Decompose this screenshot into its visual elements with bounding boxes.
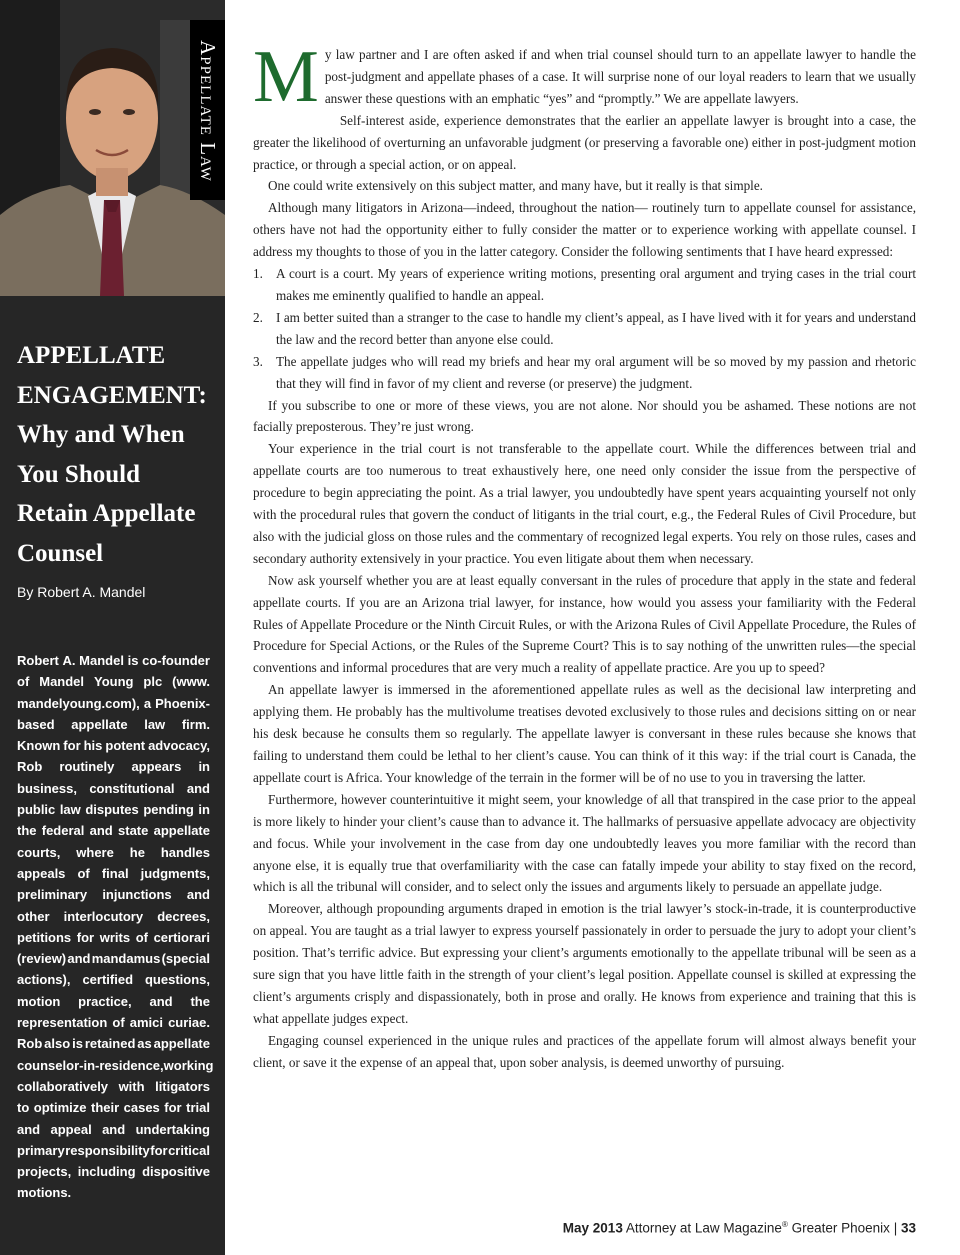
bio-line: of Mandel Young plc (www. <box>17 674 210 690</box>
article-body <box>253 36 916 1074</box>
bio-line: motion practice, and the <box>17 993 210 1009</box>
sentiments-list <box>253 263 916 394</box>
footer-magazine: Attorney at Law Magazine <box>625 1220 782 1236</box>
author-photo <box>0 0 225 296</box>
headline-line: You Should <box>17 460 140 488</box>
byline: By Robert A. Mandel <box>17 584 146 600</box>
bio-line: primary responsibility for critical <box>17 1142 210 1158</box>
bio-line: collaboratively with litigators <box>17 1078 210 1094</box>
section-label-text: Appellate Law <box>196 40 220 182</box>
bio-line: mandelyoung.com), a Phoenix- <box>17 695 210 711</box>
article-paragraph: Self-interest aside, experience demonstrates that the earlier an appellate lawyer is brought into a case, the greater the likelihood of overturning an unfavorable judgment (or preserving a favorable one) either in post-judgment motion practice, or through a special action, or on appeal. <box>253 112 916 172</box>
bio-line: to optimize their cases for trial <box>17 1100 210 1116</box>
list-item <box>253 263 916 307</box>
article-headline <box>17 336 217 573</box>
list-number: 1. <box>253 266 263 282</box>
bio-line: representation of amici curiae. <box>17 1015 210 1031</box>
article-paragraph: Moreover, although propounding arguments draped in emotion is the trial lawyer’s stock-in-trade, it is counterproductive on appeal. You are taught as a trial lawyer to express yourself passionately in order to persuade the jury to adopt your client’s position. That’s terrific advice. But expressing your client’s arguments emotionally to the appellate tribunal will be seen as a sure sign that you have little faith in the strength of your client’s legal position. Appellate counsel is skilled at expressing the client’s arguments crisply and dispassionately, both in prose and orally. He knows from experience and training that this is what appellate judges expect. <box>253 901 916 1026</box>
bio-line: motions. <box>17 1185 72 1201</box>
article-paragraph: y law partner and I are often asked if and when trial counsel should turn to an appellate lawyer to handle the post-judgment and appellate phases of a case. It will surprise none of our loyal readers to learn that we usually answer these questions with an emphatic “yes” and “promptly.” We are appellate lawyers. <box>324 47 916 106</box>
article-paragraph: An appellate lawyer is immersed in the aforementioned appellate rules as well as the decisional law interpreting and applying them. He probably has the multivolume treatises devoted exclusively to those rules and decisions sitting on or near his desk because he consults them so regularly. The appellate lawyer is conversant in these rules because she knows that failing to understand them could be lethal to her client’s cause. You can think of it this way: if the trial court is Canada, the appellate court is Africa. Your knowledge of the terrain in the former will be of no use to you in traversing the latter. <box>253 682 916 785</box>
footer-registered-mark: ® <box>781 1220 788 1229</box>
headline-line: Retain Appellate <box>17 500 196 527</box>
bio-line: appeals of final judgments, <box>17 865 210 881</box>
bio-line: other interlocutory decrees, <box>17 908 210 924</box>
bio-line: Robert A. Mandel is co-founder <box>17 653 210 668</box>
bio-line: business, constitutional and <box>17 780 210 796</box>
bio-line: Rob routinely appears in <box>17 759 210 775</box>
drop-cap: M <box>253 36 319 118</box>
bio-line: public law disputes pending in <box>17 802 210 818</box>
headline-line: APPELLATE <box>17 342 166 369</box>
list-item <box>253 351 916 395</box>
bio-line: (review) and mandamus (special <box>17 951 210 967</box>
headline-line: Counsel <box>17 539 104 567</box>
article-paragraph: Although many litigators in Arizona—indeed, throughout the nation— routinely turn to appellate counsel for assistance, others have not had the opportunity either to fully consider the matter or to experience working with appellate counsel. I address my thoughts to those of you in the latter category. Consider the following sentiments that I have heard expressed: <box>253 200 916 260</box>
article-paragraph: Now ask yourself whether you are at least equally conversant in the rules of procedure that apply in the state and federal appellate courts. If you are an Arizona trial lawyer, for instance, how would you assess your familiarity with the Federal Rules of Appellate Procedure or the Ninth Circuit Rules, or with the Arizona Rules of Civil Appellate Procedure, the Rules of Procedure for Special Actions, or the Rules of the Supreme Court? This is to say nothing of the unwritten rules—the special conventions and informal procedures that are very much a reality of appellate practice. Are you up to speed? <box>253 572 916 676</box>
list-item-text: A court is a court. My years of experience writing motions, presenting oral argument and trying cases in the trial court makes me eminently qualified to handle an appeal. <box>276 266 916 303</box>
bio-line: projects, including dispositive <box>17 1164 210 1180</box>
bio-line: actions), certified questions, <box>17 972 210 988</box>
article-paragraph: Your experience in the trial court is not transferable to the appellate court. While the differences between trial and appellate courts are too numerous to treat exhaustively here, one need only consider the issue from the perspective of procedure to begin appreciating the point. As a trial lawyer, you undoubtedly have spent years acquainting yourself not only with the procedural rules that govern the conduct of litigants in the trial court, e.g., the Federal Rules of Civil Procedure, but also with the judicial gloss on those rules and the commentary of recognized legal experts. You rely on those rules, cases and secondary authority extensively in your practice. You even litigate about them when necessary. <box>253 441 916 566</box>
list-number: 3. <box>253 353 263 369</box>
list-item-text: I am better suited than a stranger to the case to handle my client’s appeal, as I have lived with it for years and understand the law and the record better than anyone else could. <box>276 309 916 347</box>
article-paragraph: Engaging counsel experienced in the unique rules and practices of the appellate forum will almost always benefit your client, or save it the expense of an appeal that, upon sober analysis, is deemed unworthy of pursuing. <box>253 1032 916 1070</box>
bio-line: the federal and state appellate <box>17 823 210 839</box>
list-number: 2. <box>253 309 263 325</box>
bio-line: petitions for writs of certiorari <box>17 929 210 945</box>
article-paragraph: One could write extensively on this subject matter, and many have, but it really is that simple. <box>268 178 763 194</box>
list-item-text: The appellate judges who will read my briefs and hear my oral argument will be so moved by my passion and rhetoric that they will find in favor of my client and reverse (or preserve) the judgment. <box>276 353 916 391</box>
sidebar <box>0 0 225 1255</box>
section-label <box>190 20 225 200</box>
footer-date: May 2013 <box>562 1220 623 1236</box>
bio-line: counselor-in-residence, working <box>17 1057 214 1073</box>
headline-line: Why and When <box>17 421 185 448</box>
list-item <box>253 307 916 351</box>
footer-separator: | <box>893 1220 898 1236</box>
bio-line: Known for his potent advocacy, <box>17 738 210 754</box>
headline-line: ENGAGEMENT: <box>17 381 207 409</box>
page-number: 33 <box>900 1220 916 1236</box>
footer-region: Greater Phoenix <box>791 1220 890 1236</box>
bio-line: Rob also is retained as appellate <box>17 1036 210 1052</box>
bio-line: preliminary injunctions and <box>17 887 210 903</box>
bio-line: based appellate law firm. <box>17 716 210 732</box>
article-paragraph: Furthermore, however counterintuitive it might seem, your knowledge of all that transpired in the case prior to the appeal is more likely to hinder your client’s cause than to advance it. The hallmarks of persuasive appellate advocacy are objectivity and focus. While your involvement in the case from day one undoubtedly leaves you more familiar with the record than anyone else, it is equally true that overfamiliarity with the case can fatally impede your ability to stay fixed on the record, which is all the tribunal will consider, and to select only the issues and arguments likely to persuade an appellate judge. <box>253 791 916 895</box>
bio-line: courts, where he handles <box>17 844 210 860</box>
author-bio <box>17 650 214 1204</box>
page-footer <box>563 1220 916 1236</box>
article-paragraph: If you subscribe to one or more of these views, you are not alone. Nor should you be ashamed. These notions are not facially preposterous. They’re just wrong. <box>253 397 916 435</box>
bio-line: and appeal and undertaking <box>17 1121 210 1137</box>
